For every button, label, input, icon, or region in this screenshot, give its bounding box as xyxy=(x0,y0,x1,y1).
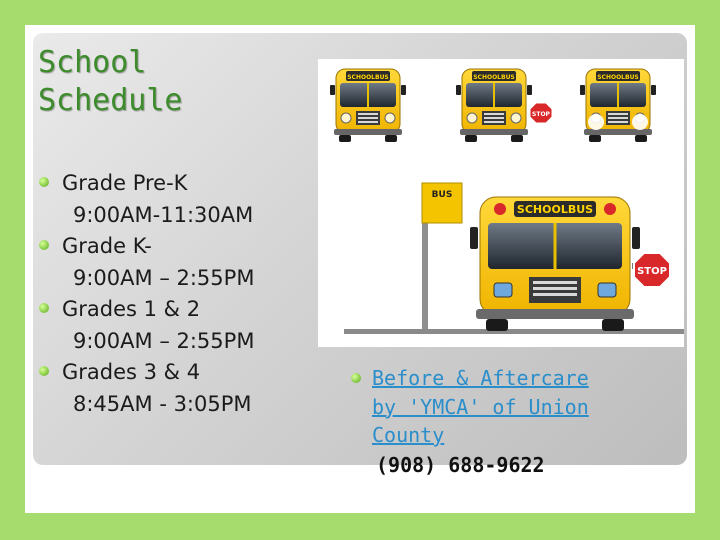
large-bus-label: SCHOOLBUS xyxy=(516,203,594,216)
grade-label: Grades 1 & 2 xyxy=(62,297,201,321)
grade-time: 9:00AM – 2:55PM xyxy=(73,328,255,353)
bullet-icon xyxy=(39,303,49,313)
aftercare-phone: (908) 688-9622 xyxy=(376,452,545,477)
bus-stop-sign: BUS xyxy=(431,190,453,200)
schedule-item-grades-3-4 xyxy=(38,357,254,420)
bullet-icon xyxy=(39,366,49,376)
grade-time: 9:00AM-11:30AM xyxy=(73,202,254,227)
grade-time: 9:00AM – 2:55PM xyxy=(73,265,255,290)
title-line-2: Schedule xyxy=(38,83,183,118)
bullet-icon xyxy=(39,177,49,187)
small-bus-label-2: SCHOOLBUS xyxy=(473,74,515,81)
bullet-icon xyxy=(351,373,361,383)
schedule-item-pre-k xyxy=(38,168,254,231)
school-bus-illustration xyxy=(318,59,684,347)
grade-label: Grade K- xyxy=(62,234,152,258)
grade-label: Grades 3 & 4 xyxy=(62,360,201,384)
aftercare-link-line-1[interactable]: Before & Aftercare xyxy=(372,366,589,390)
grade-time: 8:45AM - 3:05PM xyxy=(73,391,252,416)
small-bus-label-1: SCHOOLBUS xyxy=(347,74,389,81)
large-stop-sign: STOP xyxy=(637,266,667,277)
aftercare-link-line-2[interactable]: by 'YMCA' of Union xyxy=(372,394,589,419)
grade-label: Grade Pre-K xyxy=(62,171,188,195)
schedule-item-grades-1-2 xyxy=(38,294,254,357)
small-bus-label-3: SCHOOLBUS xyxy=(597,74,639,81)
aftercare-link-line-3[interactable]: County xyxy=(372,423,445,447)
small-stop-sign: STOP xyxy=(532,111,550,118)
title-line-1: School xyxy=(38,45,147,80)
slide-title xyxy=(38,44,183,120)
schedule-list xyxy=(38,168,254,420)
bullet-icon xyxy=(39,240,49,250)
aftercare-info xyxy=(351,364,589,480)
schedule-item-k xyxy=(38,231,254,294)
